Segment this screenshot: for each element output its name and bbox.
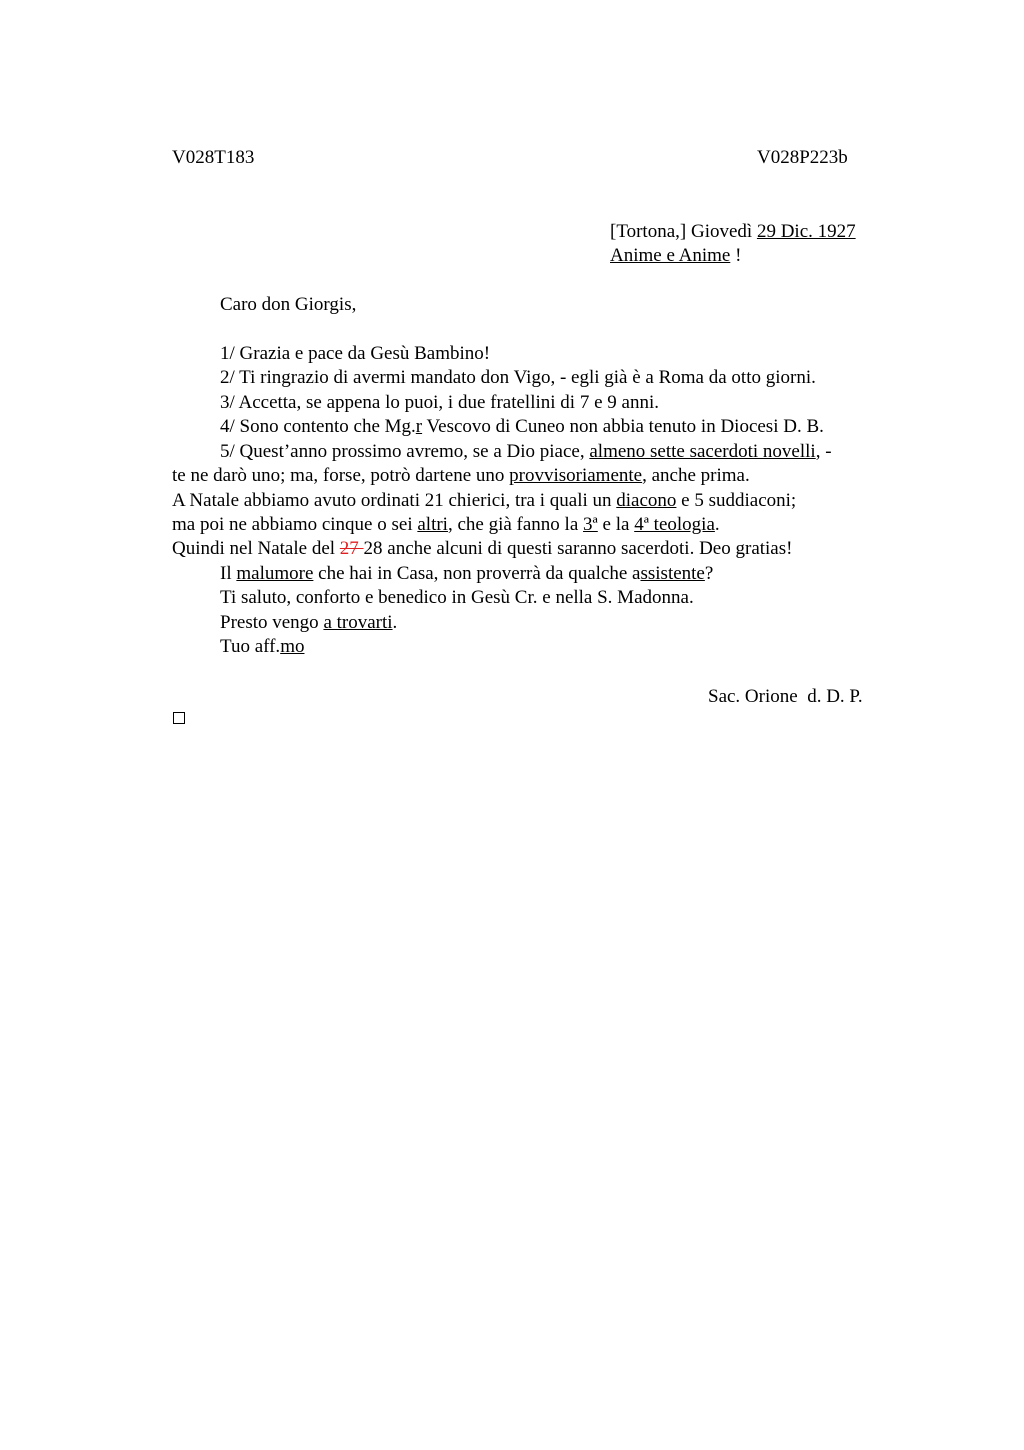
line-7-text-a: A Natale abbiamo avuto ordinati 21 chierici, tra i quali un: [172, 490, 617, 511]
line-8-underlined-4a: 4ª teologia: [634, 514, 715, 535]
line-12-underlined: a trovarti: [323, 612, 393, 633]
line-9: [172, 537, 792, 561]
motto-line: [610, 244, 741, 268]
line-8-underlined-altri: altri: [417, 514, 448, 535]
header-left-code: V028T183: [172, 147, 255, 168]
line-10-underlined-assistente: ssistente: [640, 563, 705, 584]
signature: Sac. Orione d. D. P.: [708, 686, 863, 707]
dateline: [610, 220, 856, 244]
closing-text: Tuo aff.: [220, 636, 281, 657]
item-3: 3/ Accetta, se appena lo puoi, i due fratellini di 7 e 9 anni.: [220, 392, 659, 413]
line-8-text-e: e la: [597, 514, 635, 535]
item-5-text-c: , -: [815, 441, 832, 462]
item-4: [220, 415, 824, 439]
item-5-text-a: 5/ Quest’anno prossimo avremo, se a Dio piace,: [220, 441, 590, 462]
line-8-text-g: .: [714, 514, 720, 535]
line-7-underlined: diacono: [616, 490, 677, 511]
line-6: [172, 464, 750, 488]
item-4-superscript: r: [415, 416, 423, 437]
line-12-text-a: Presto vengo: [220, 612, 324, 633]
line-10: [220, 562, 713, 586]
line-9-strikethrough: 27: [339, 538, 364, 559]
line-6-text-c: , anche prima.: [642, 465, 750, 486]
line-8-underlined-3a: 3ª: [583, 514, 598, 535]
header-right-code: V028P223b: [757, 147, 848, 168]
line-10-text-a: Il: [220, 563, 237, 584]
line-9-text-a: Quindi nel Natale del: [172, 538, 340, 559]
salutation: Caro don Giorgis,: [220, 294, 357, 315]
line-10-underlined-malumore: malumore: [236, 563, 314, 584]
line-11: Ti saluto, conforto e benedico in Gesù Cr. e nella S. Madonna.: [220, 587, 694, 608]
line-8: [172, 513, 720, 537]
item-5-underlined: almeno sette sacerdoti novelli: [589, 441, 816, 462]
line-7-text-c: e 5 suddiaconi;: [676, 490, 797, 511]
item-2: 2/ Ti ringrazio di avermi mandato don Vigo, - egli già è a Roma da otto giorni.: [220, 367, 816, 388]
line-12: [220, 611, 397, 635]
motto-end: !: [730, 245, 742, 266]
item-5: [220, 440, 832, 464]
closing-underlined: mo: [280, 636, 305, 657]
line-9-text-b: 28 anche alcuni di questi saranno sacerdoti. Deo gratias!: [363, 538, 793, 559]
line-8-text-a: ma poi ne abbiamo cinque o sei: [172, 514, 418, 535]
item-4-text-a: 4/ Sono contento che Mg.: [220, 416, 416, 437]
item-1: 1/ Grazia e pace da Gesù Bambino!: [220, 343, 491, 364]
line-8-text-c: , che già fanno la: [447, 514, 584, 535]
motto: Anime e Anime: [610, 245, 731, 266]
dateline-date: 29 Dic. 1927: [756, 221, 856, 242]
dateline-place: [Tortona,] Giovedì: [610, 221, 757, 242]
closing: [220, 635, 304, 659]
line-10-text-c: che hai in Casa, non proverrà da qualche a: [313, 563, 641, 584]
checkbox-square-icon: [173, 712, 185, 724]
line-6-underlined: provvisoriamente: [509, 465, 643, 486]
line-12-text-c: .: [392, 612, 398, 633]
line-7: [172, 489, 796, 513]
item-4-text-c: Vescovo di Cuneo non abbia tenuto in Diocesi D. B.: [422, 416, 824, 437]
line-10-text-e: ?: [704, 563, 714, 584]
line-6-text-a: te ne darò uno; ma, forse, potrò dartene uno: [172, 465, 510, 486]
